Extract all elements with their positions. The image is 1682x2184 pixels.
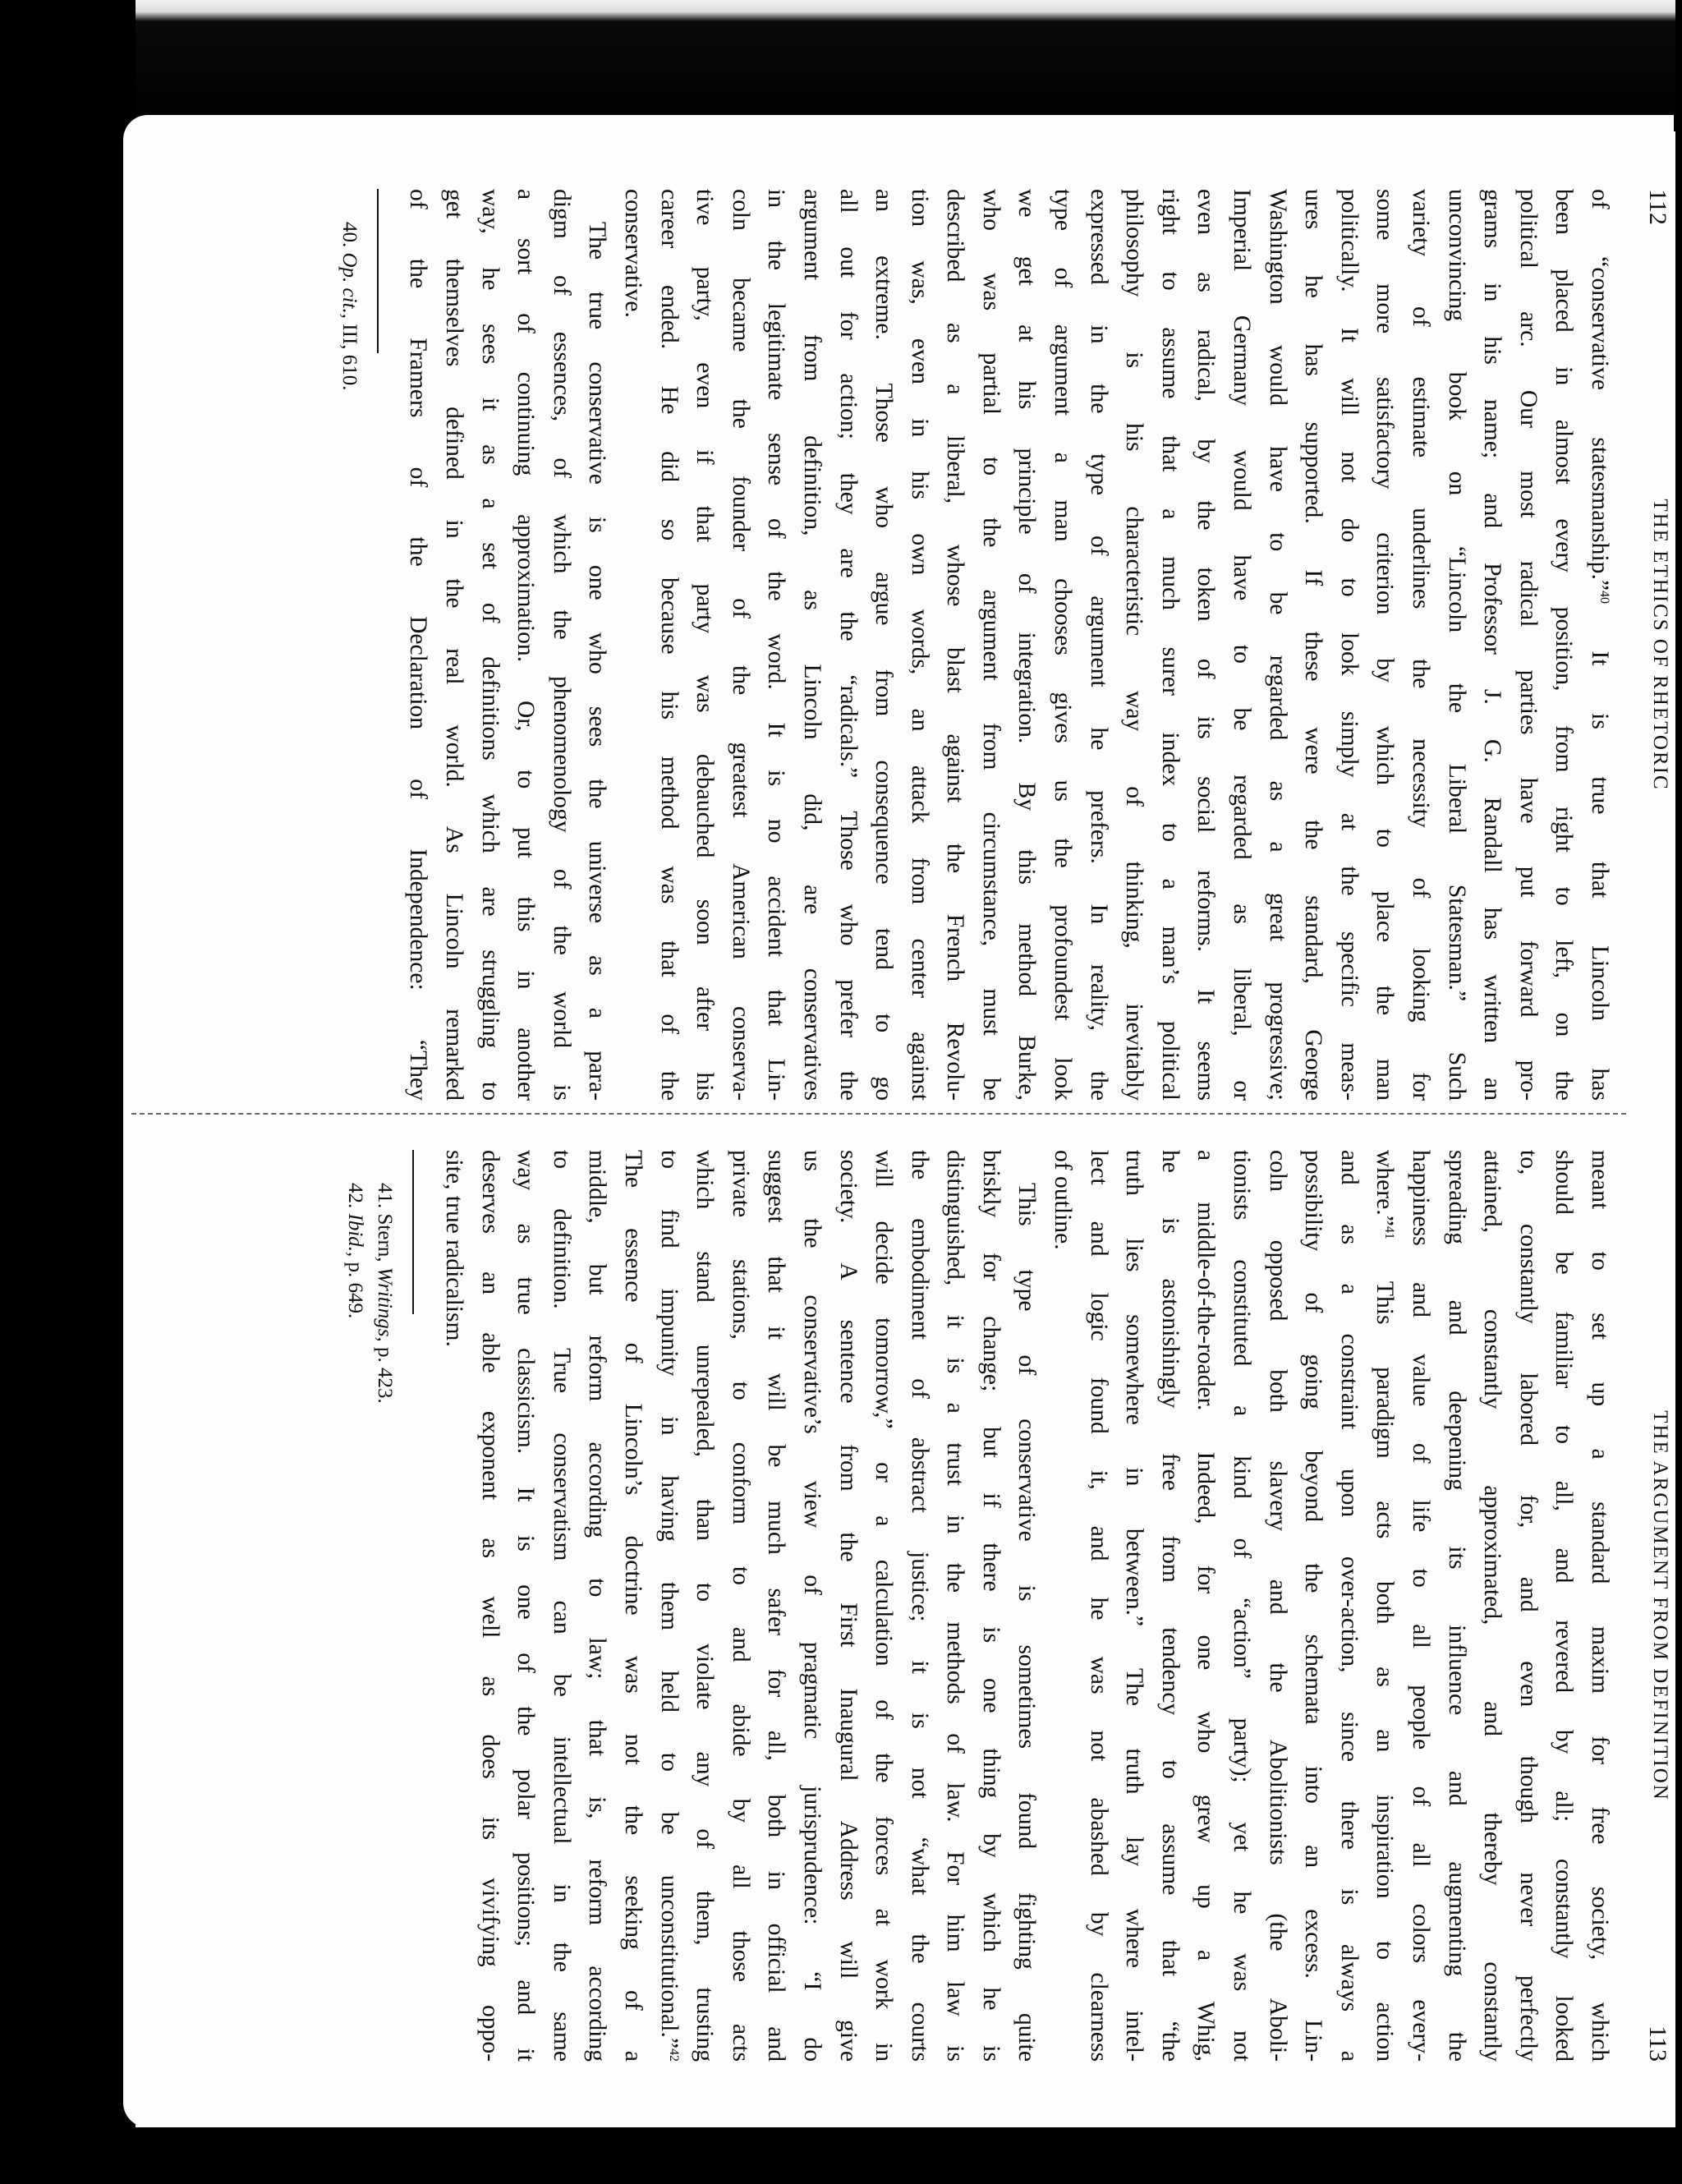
left-page-header bbox=[1635, 189, 1671, 1101]
line-text: deserves an able exponent as well as does its vivifying oppo- bbox=[476, 1150, 503, 2062]
running-head: THE ARGUMENT FROM DEFINITION bbox=[1649, 1410, 1671, 1801]
line-text: we get at his principle of integration. By this method Burke, bbox=[1013, 189, 1041, 1101]
line-text: Imperial Germany would have to be regarded as liberal, or bbox=[1229, 189, 1256, 1101]
text-line bbox=[435, 189, 471, 1101]
text-line bbox=[901, 189, 937, 1101]
footnote-text: III, 610. bbox=[338, 319, 361, 391]
text-line bbox=[543, 1150, 579, 2062]
text-line bbox=[1367, 189, 1403, 1101]
text-line bbox=[1151, 189, 1188, 1101]
line-text: of outline. bbox=[1050, 1150, 1077, 1250]
footnote-text: p. 423. bbox=[374, 1341, 397, 1404]
line-text: coln opposed both slavery and the Abolitionists (the Aboli- bbox=[1264, 1150, 1291, 2062]
line-text: happiness and value of life to all people of all colors every- bbox=[1408, 1150, 1435, 2062]
text-line bbox=[1330, 1150, 1367, 2062]
line-text: distinguished, it is a trust in the methods of law. For him law is bbox=[942, 1150, 969, 2062]
text-line bbox=[901, 1150, 937, 2062]
text-line bbox=[1438, 1150, 1474, 2062]
line-text: site, true radicalism. bbox=[441, 1150, 467, 1347]
line-text: argument from definition, as Lincoln did, are conservatives bbox=[798, 189, 825, 1101]
text-line bbox=[1546, 1150, 1582, 2062]
line-text: ures he has supported. If these were the standard, George bbox=[1300, 189, 1327, 1101]
footnote-marker: 42 bbox=[666, 2048, 681, 2062]
line-text-continued: It is true that Lincoln has bbox=[1587, 604, 1613, 1101]
line-text: and as a constraint upon over-action, since there is always a bbox=[1335, 1150, 1363, 2062]
text-line bbox=[937, 1150, 973, 2062]
scan-border-top bbox=[0, 0, 1682, 131]
text-line bbox=[793, 1150, 830, 2062]
text-line bbox=[543, 189, 579, 1101]
text-line bbox=[1188, 189, 1224, 1101]
footnote-text: p. 649. bbox=[344, 1257, 367, 1319]
text-line bbox=[1367, 1150, 1403, 2062]
line-text: to, constantly labored for, and even though never perfectly bbox=[1514, 1150, 1542, 2062]
text-line bbox=[687, 189, 723, 1101]
line-text: a middle-of-the-roader. Indeed, for one who grew up a Whig, bbox=[1193, 1150, 1220, 2062]
line-text: middle, but reform according to law; that is, reform according bbox=[584, 1150, 611, 2062]
line-text: conservative. bbox=[619, 189, 646, 318]
text-line bbox=[1223, 189, 1259, 1101]
text-line bbox=[758, 189, 794, 1101]
text-line bbox=[1438, 189, 1474, 1101]
text-line bbox=[830, 1150, 866, 2062]
line-text: The essence of Lincoln’s doctrine was not the seeking of a bbox=[619, 1150, 646, 2062]
footnote-source: Ibid., bbox=[344, 1213, 367, 1258]
text-line bbox=[471, 189, 508, 1101]
text-line bbox=[508, 189, 544, 1101]
text-line bbox=[1402, 189, 1438, 1101]
text-line bbox=[1223, 1150, 1259, 2062]
line-text: us the conservative’s view of pragmatic jurisprudence: “I do bbox=[798, 1150, 825, 2062]
line-text: of the Framers of the Declaration of Independence: “They bbox=[405, 189, 432, 1101]
line-text: briskly for change; but if there is one thing by which he is bbox=[977, 1150, 1004, 2062]
footnote-number: 41. bbox=[374, 1183, 397, 1209]
text-line bbox=[937, 189, 973, 1101]
scan-border-right bbox=[1675, 0, 1682, 2184]
text-line bbox=[1259, 189, 1295, 1101]
text-line bbox=[1581, 1150, 1617, 2062]
body-text bbox=[400, 189, 1617, 1101]
line-text: philosophy is his characteristic way of thinking, inevitably bbox=[1121, 189, 1148, 1101]
text-line bbox=[972, 189, 1009, 1101]
text-line bbox=[614, 1150, 650, 2062]
text-line bbox=[1116, 1150, 1152, 2062]
text-line bbox=[400, 189, 436, 1101]
line-text: to definition. True conservatism can be intellectual in the same bbox=[548, 1150, 575, 2062]
line-text: way, he sees it as a set of definitions which are struggling to bbox=[476, 189, 503, 1101]
line-text: This type of conservative is sometimes found fighting quite bbox=[1013, 1183, 1041, 2062]
footnote-number: 40. bbox=[338, 222, 361, 248]
line-text: who was partial to the argument from circumstance, must be bbox=[977, 189, 1004, 1101]
text-line bbox=[1546, 189, 1582, 1101]
footnotes bbox=[334, 189, 364, 1101]
footnote bbox=[334, 189, 364, 1101]
text-line bbox=[972, 1150, 1009, 2062]
footnote-text: Stern, bbox=[374, 1208, 397, 1267]
scan-border-bottom bbox=[0, 2127, 1682, 2184]
page-number: 113 bbox=[1644, 2025, 1671, 2062]
text-line bbox=[579, 189, 615, 1101]
line-text: he is astonishingly free from tendency to assume that “the bbox=[1156, 1150, 1183, 2062]
line-text: will decide tomorrow,” or a calculation of the forces at work in bbox=[871, 1150, 898, 2062]
text-line bbox=[1510, 189, 1546, 1101]
text-line bbox=[1295, 1150, 1331, 2062]
left-page bbox=[300, 189, 1671, 1101]
line-text: some more satisfactory criterion by which to place the man bbox=[1372, 189, 1399, 1101]
body-text bbox=[435, 1150, 1617, 2062]
text-line bbox=[614, 189, 650, 1101]
text-line bbox=[1295, 189, 1331, 1101]
text-line bbox=[579, 1150, 615, 2062]
line-text: grams in his name; and Professor J. G. Randall has written an bbox=[1479, 189, 1506, 1101]
line-text: possibility of going beyond the schemata into an excess. Lin- bbox=[1300, 1150, 1327, 2062]
right-page-header bbox=[1635, 1150, 1671, 2062]
line-text: attained, constantly approximated, and thereby constantly bbox=[1479, 1150, 1506, 2062]
text-line bbox=[866, 189, 902, 1101]
line-text: described as a liberal, whose blast against the French Revolu- bbox=[942, 189, 969, 1101]
text-line bbox=[722, 1150, 758, 2062]
scan-border-left bbox=[0, 0, 136, 2184]
text-line bbox=[687, 1150, 723, 2062]
line-text: digm of essences, of which the phenomenology of the world is bbox=[548, 189, 575, 1101]
line-text: should be familiar to all, and revered by all; constantly looked bbox=[1551, 1150, 1578, 2062]
text-line bbox=[758, 1150, 794, 2062]
text-line bbox=[508, 1150, 544, 2062]
text-line bbox=[1330, 189, 1367, 1101]
line-text: The true conservative is one who sees the universe as a para- bbox=[584, 222, 611, 1101]
text-line bbox=[1474, 189, 1510, 1101]
footnote-number: 42. bbox=[344, 1183, 367, 1209]
text-line bbox=[650, 1150, 687, 2062]
line-text: tionists constituted a kind of “action” party); yet he was not bbox=[1229, 1150, 1256, 2062]
text-line bbox=[1259, 1150, 1295, 2062]
text-line bbox=[1474, 1150, 1510, 2062]
footnote-source: Op. cit., bbox=[338, 252, 361, 320]
footnotes bbox=[340, 1150, 399, 2062]
footnote-source: Writings, bbox=[374, 1267, 397, 1342]
text-line bbox=[1009, 189, 1045, 1101]
text-line bbox=[435, 1150, 471, 2062]
line-text: suggest that it will be much safer for all, both in official and bbox=[763, 1150, 790, 2062]
right-page bbox=[300, 1150, 1671, 2062]
text-line bbox=[1080, 1150, 1116, 2062]
footnote-rule bbox=[377, 189, 379, 353]
line-text: an extreme. Those who argue from consequence tend to go bbox=[871, 189, 898, 1101]
text-line bbox=[1581, 189, 1617, 1101]
page-gutter bbox=[131, 1113, 1626, 1115]
footnote bbox=[340, 1150, 370, 2062]
footnote-marker: 40 bbox=[1597, 591, 1611, 604]
text-line bbox=[1188, 1150, 1224, 2062]
line-text: expressed in the type of argument he prefers. In reality, the bbox=[1085, 189, 1112, 1101]
line-text: meant to set up a standard maxim for free society, which bbox=[1587, 1150, 1613, 2062]
line-text: right to assume that a much surer index to a man’s political bbox=[1156, 189, 1183, 1101]
text-line bbox=[1116, 189, 1152, 1101]
running-head: THE ETHICS OF RHETORIC bbox=[1649, 499, 1671, 791]
line-text: been placed in almost every position, from right to left, on the bbox=[1551, 189, 1578, 1101]
text-line bbox=[866, 1150, 902, 2062]
text-line bbox=[1009, 1150, 1045, 2062]
line-text-continued: This paradigm acts both as an inspiration to action bbox=[1372, 1239, 1399, 2062]
line-text: even as radical, by the token of its social reforms. It seems bbox=[1193, 189, 1220, 1101]
line-text: way as true classicism. It is one of the polar positions; and it bbox=[512, 1150, 540, 2062]
line-text: where.” bbox=[1372, 1150, 1399, 1226]
line-text: a sort of continuing approximation. Or, to put this in another bbox=[512, 189, 540, 1101]
line-text: spreading and deepening its influence and augmenting the bbox=[1443, 1150, 1470, 2062]
line-text: politically. It will not do to look simply at the specific meas- bbox=[1335, 189, 1363, 1101]
footnote-marker: 41 bbox=[1382, 1225, 1397, 1239]
footnote bbox=[370, 1150, 399, 2062]
line-text: which stand unrepealed, than to violate any of them, trusting bbox=[692, 1150, 719, 2062]
text-line bbox=[650, 189, 687, 1101]
text-line bbox=[1151, 1150, 1188, 2062]
text-line bbox=[1402, 1150, 1438, 2062]
line-text: tive party, even if that party was debauched soon after his bbox=[692, 189, 719, 1101]
line-text: the embodiment of abstract justice; it is not “what the courts bbox=[906, 1150, 933, 2062]
line-text: all out for action; they are the “radicals.” Those who prefer the bbox=[834, 189, 862, 1101]
text-line bbox=[1045, 1150, 1081, 2062]
text-line bbox=[722, 189, 758, 1101]
text-line bbox=[793, 189, 830, 1101]
text-line bbox=[1080, 189, 1116, 1101]
line-text: career ended. He did so because his method was that of the bbox=[655, 189, 682, 1101]
line-text: Washington would have to be regarded as a great progressive; bbox=[1264, 189, 1291, 1101]
line-text: get themselves defined in the real world. As Lincoln remarked bbox=[441, 189, 467, 1101]
text-line bbox=[1510, 1150, 1546, 2062]
text-line bbox=[830, 189, 866, 1101]
line-text: variety of estimate underlines the necessity of looking for bbox=[1408, 189, 1435, 1101]
footnote-rule bbox=[412, 1150, 414, 1314]
line-text: truth lies somewhere in between.” The truth lay where intel- bbox=[1121, 1150, 1148, 2062]
text-line bbox=[471, 1150, 508, 2062]
line-text: private stations, to conform to and abide by all those acts bbox=[727, 1150, 754, 2062]
line-text: coln became the founder of the greatest American conserva- bbox=[727, 189, 754, 1101]
line-text: type of argument a man chooses gives us the profoundest look bbox=[1050, 189, 1077, 1101]
line-text: in the legitimate sense of the word. It is no accident that Lin- bbox=[763, 189, 790, 1101]
line-text: political arc. Our most radical parties have put forward pro- bbox=[1514, 189, 1542, 1101]
line-text: of “conservative statesmanship.” bbox=[1587, 189, 1613, 591]
line-text: tion was, even in his own words, an attack from center against bbox=[906, 189, 933, 1101]
text-line bbox=[1045, 189, 1081, 1101]
page-number: 112 bbox=[1644, 189, 1671, 225]
line-text: to find impunity in having them held to be unconstitutional.” bbox=[655, 1150, 682, 2048]
line-text: society. A sentence from the First Inaugural Address will give bbox=[834, 1150, 862, 2062]
line-text: lect and logic found it, and he was not abashed by clearness bbox=[1085, 1150, 1112, 2062]
line-text: unconvincing book on “Lincoln the Liberal Statesman.” Such bbox=[1443, 189, 1470, 1101]
